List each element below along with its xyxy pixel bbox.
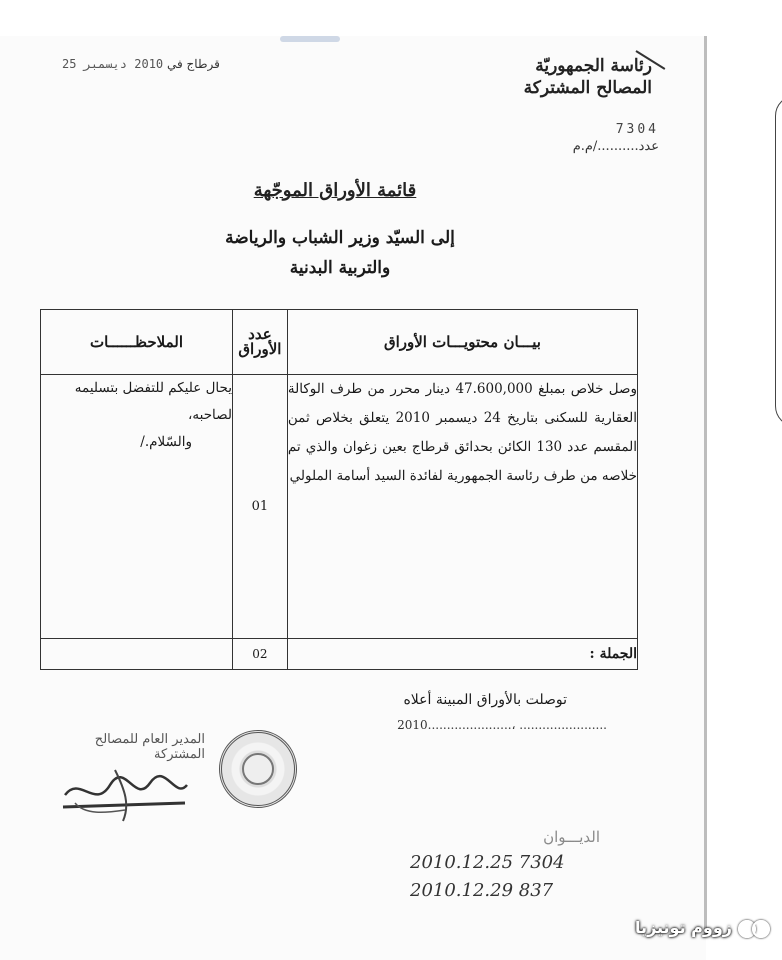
receipt-text: توصلت بالأوراق المبينة أعلاه (403, 692, 567, 708)
addressee-line-2: والتربية البدنية (289, 258, 391, 278)
signature-title: المدير العام للمصالح المشتركة (94, 732, 205, 762)
official-seal (219, 730, 297, 808)
date-place: قرطاج في (166, 57, 220, 71)
table-row (41, 375, 638, 639)
total-row (41, 639, 638, 670)
page-edge (704, 36, 707, 936)
documents-table (40, 309, 638, 670)
receipt-date-line: 2010......................، ....................... (397, 718, 607, 732)
document-title: قائمة الأوراق الموجّهة (253, 180, 417, 201)
document-number: 7304 (615, 122, 659, 137)
org-line-2: المصالح المشتركة (523, 78, 652, 98)
scan-artifact (280, 36, 340, 42)
total-empty-cell (41, 639, 233, 670)
watermark (635, 918, 772, 937)
remarks-line-1: يحال عليكم للتفضل بتسليمه لصاحبه، (74, 380, 232, 423)
diwan-stamp-title: الديـــوان (543, 828, 600, 846)
zoom-logo-icon (738, 919, 772, 937)
row-remarks (41, 375, 233, 639)
total-value: 02 (232, 639, 287, 670)
date-stamp: 2010 ديسمبر 25 (62, 57, 164, 71)
table-header-row (41, 310, 638, 375)
reference-number: عدد........../م.م (572, 139, 659, 154)
watermark-text: زووم تونيزيا (635, 918, 732, 937)
addressee-line-1: إلى السيّد وزير الشباب والرياضة (225, 228, 455, 248)
header-remarks: الملاحظــــــات (41, 310, 233, 375)
row-contents: وصل خلاص بمبلغ 47.600,000 دينار محرر من طرف الوكالة العقارية للسكنى بتاريخ 24 ديسمبر 2010 يتعلق بخلاص ثمن المقسم عدد 130 الكائن بحدائق قرطاج بعين زغوان والذي تم خلاصه من طرف رئاسة الجمهورية لفائدة السيد أسامة الملولي (287, 375, 637, 639)
header-contents: بيـــان محتويـــات الأوراق (287, 310, 637, 375)
seal-emblem (242, 753, 274, 785)
org-header (524, 55, 652, 99)
diwan-entry-1: 2010.12.25 7304 (410, 852, 565, 873)
remarks-line-2: والسّلام./ (140, 434, 192, 450)
header-count: عدد الأوراق (232, 310, 287, 375)
org-line-1: رئاسة الجمهوريّة (535, 56, 652, 76)
total-label: الجملة : (287, 639, 637, 670)
date-line (62, 57, 220, 71)
side-bracket (775, 95, 782, 427)
handwritten-signature (55, 755, 195, 825)
diwan-entry-2: 2010.12.29 837 (410, 880, 554, 901)
row-count: 01 (232, 375, 287, 639)
